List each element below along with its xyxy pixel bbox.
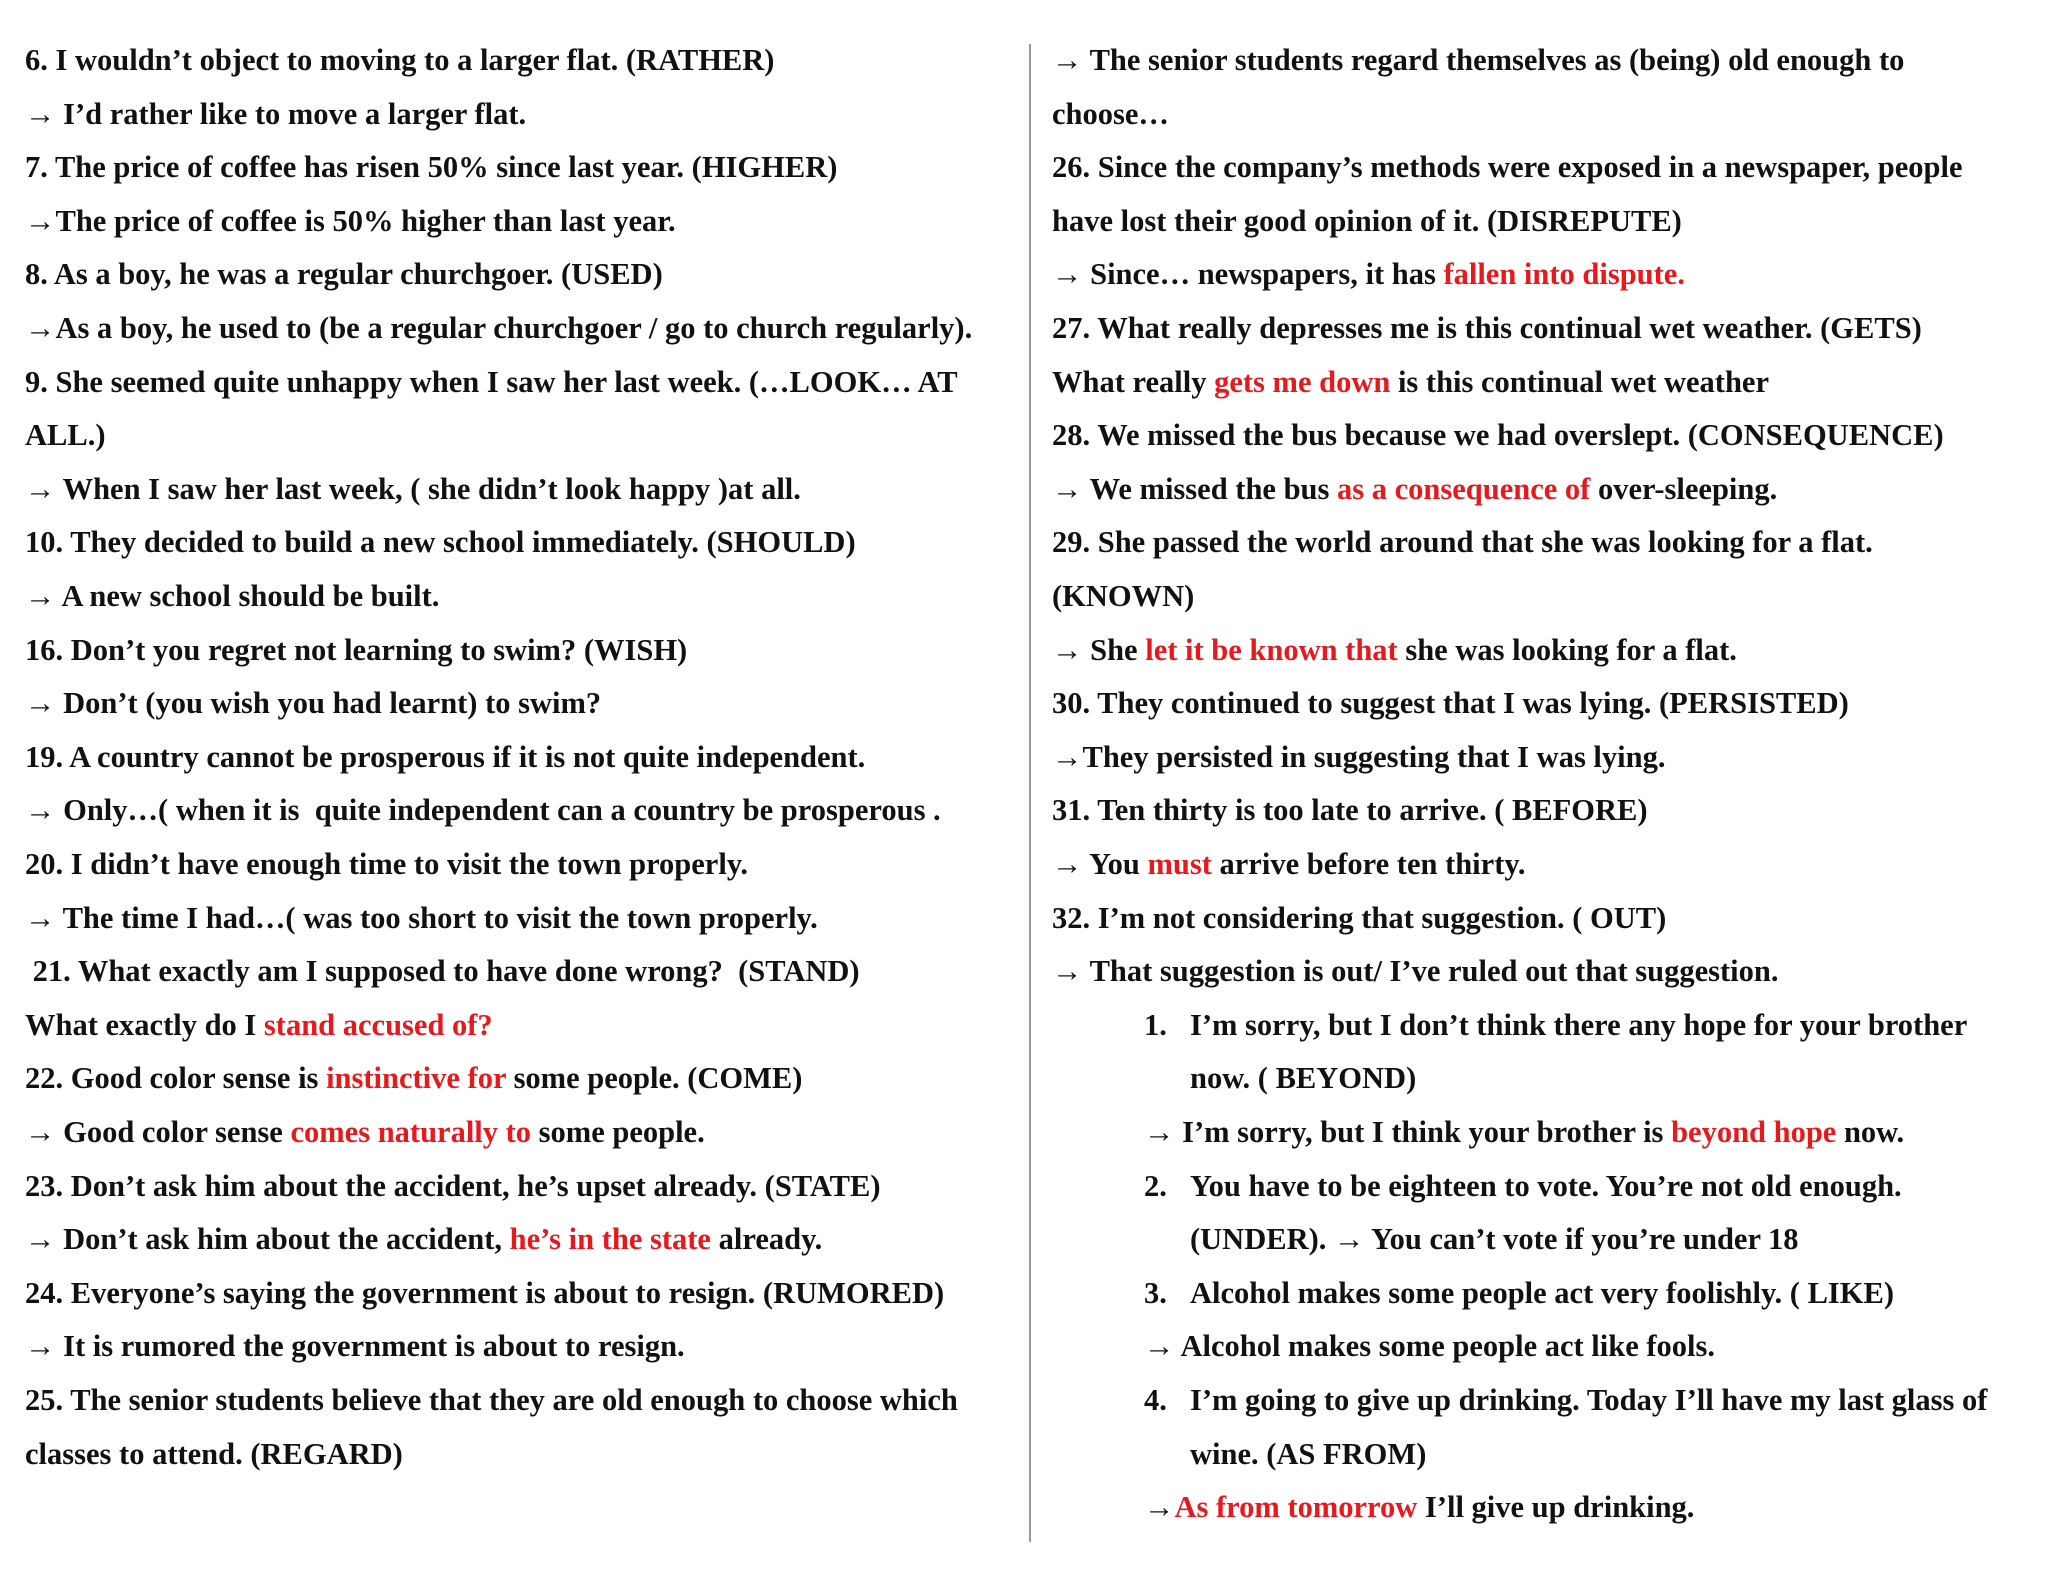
right-line bbox=[1052, 469, 1777, 509]
right-line bbox=[1144, 1112, 1904, 1152]
line-text: 19. A country cannot be prosperous if it is not quite independent. bbox=[25, 739, 866, 774]
answer-highlight: gets me down bbox=[1214, 364, 1391, 399]
right-line bbox=[1052, 630, 1737, 670]
left-line bbox=[25, 1434, 403, 1474]
line-text: → Alcohol makes some people act like fools. bbox=[1144, 1329, 1715, 1364]
line-text: ALL.) bbox=[25, 418, 106, 453]
line-text: → It is rumored the government is about to resign. bbox=[25, 1329, 685, 1364]
line-text: → That suggestion is out/ I’ve ruled out that suggestion. bbox=[1052, 954, 1779, 989]
left-line bbox=[25, 469, 801, 509]
line-text: → Don’t ask him about the accident, bbox=[25, 1222, 510, 1257]
line-text: → A new school should be built. bbox=[25, 579, 440, 613]
line-text: (UNDER). → You can’t vote if you’re under 18 bbox=[1190, 1222, 1799, 1257]
answer-highlight: comes naturally to bbox=[290, 1115, 532, 1149]
line-text: already. bbox=[710, 1222, 823, 1257]
list-number: 1. bbox=[1144, 1007, 1167, 1042]
left-line bbox=[25, 94, 526, 134]
line-text: I’ll give up drinking. bbox=[1417, 1490, 1695, 1525]
right-line bbox=[1052, 683, 1849, 723]
line-text: is this continual wet weather bbox=[1390, 364, 1770, 399]
answer-highlight: As from tomorrow bbox=[1174, 1490, 1418, 1525]
line-text: → Don’t (you wish you had learnt) to swim? bbox=[25, 686, 602, 721]
line-text: have lost their good opinion of it. (DISREPUTE) bbox=[1052, 203, 1682, 238]
column-divider bbox=[1029, 44, 1031, 1542]
line-text: → We missed the bus bbox=[1052, 471, 1337, 506]
line-text: → You bbox=[1052, 847, 1148, 881]
line-text: → The time I had…( was too short to visit the town properly. bbox=[25, 900, 818, 935]
left-line bbox=[25, 147, 837, 187]
line-text: → I’d rather like to move a larger flat. bbox=[25, 96, 527, 131]
answer-highlight: beyond hope bbox=[1671, 1115, 1837, 1149]
line-text: 6. I wouldn’t object to moving to a larger flat. (RATHER) bbox=[25, 43, 775, 77]
line-text: → bbox=[1144, 1490, 1175, 1525]
line-text: → I’m sorry, but I think your brother is bbox=[1144, 1115, 1672, 1149]
right-line bbox=[1144, 1166, 1902, 1206]
right-line bbox=[1052, 254, 1685, 294]
right-line bbox=[1144, 1005, 1967, 1045]
line-text: 25. The senior students believe that they are old enough to choose which bbox=[25, 1383, 958, 1417]
line-text: 24. Everyone’s saying the government is about to resign. (RUMORED) bbox=[25, 1275, 945, 1310]
line-text: →They persisted in suggesting that I was lying. bbox=[1052, 739, 1666, 774]
right-line bbox=[1052, 576, 1194, 616]
right-line bbox=[1052, 147, 1963, 187]
line-text: 16. Don’t you regret not learning to swim? (WISH) bbox=[25, 632, 688, 667]
line-text: → The senior students regard themselves as (being) old enough to bbox=[1052, 43, 1905, 77]
line-text: 21. What exactly am I supposed to have done wrong? (STAND) bbox=[25, 954, 860, 989]
line-text: 10. They decided to build a new school immediately. (SHOULD) bbox=[25, 525, 856, 560]
line-text: What really bbox=[1052, 364, 1215, 399]
answer-highlight: let it be known that bbox=[1145, 632, 1398, 667]
right-line bbox=[1052, 844, 1526, 884]
line-text: wine. (AS FROM) bbox=[1190, 1436, 1427, 1471]
answer-highlight: must bbox=[1147, 847, 1212, 881]
line-text: I’m going to give up drinking. Today I’ll have my last glass of bbox=[1190, 1383, 1988, 1417]
left-line bbox=[25, 1112, 705, 1152]
list-number: 4. bbox=[1144, 1383, 1167, 1417]
answer-highlight: as a consequence of bbox=[1337, 471, 1591, 506]
line-text: 20. I didn’t have enough time to visit the town properly. bbox=[25, 847, 749, 881]
line-text: →The price of coffee is 50% higher than last year. bbox=[25, 203, 676, 238]
left-line bbox=[25, 522, 856, 562]
line-text: → Good color sense bbox=[25, 1115, 291, 1149]
right-line bbox=[1052, 951, 1778, 991]
left-line bbox=[25, 790, 941, 830]
line-text: (KNOWN) bbox=[1052, 579, 1195, 613]
left-line bbox=[25, 201, 676, 241]
line-text: classes to attend. (REGARD) bbox=[25, 1436, 403, 1471]
line-text: → Since… newspapers, it has bbox=[1052, 257, 1444, 292]
list-number: 2. bbox=[1144, 1168, 1167, 1203]
answer-highlight: instinctive for bbox=[326, 1061, 506, 1096]
right-line bbox=[1052, 522, 1873, 562]
right-line bbox=[1052, 94, 1169, 134]
line-text: 9. She seemed quite unhappy when I saw her last week. (…LOOK… AT bbox=[25, 364, 958, 399]
line-text: → When I saw her last week, ( she didn’t look happy )at all. bbox=[25, 471, 801, 506]
right-line bbox=[1190, 1434, 1426, 1474]
line-text: 8. As a boy, he was a regular churchgoer. (USED) bbox=[25, 257, 663, 292]
left-line bbox=[25, 1380, 958, 1420]
left-line bbox=[25, 415, 106, 455]
left-line bbox=[25, 362, 958, 402]
left-line bbox=[25, 40, 774, 80]
line-text: 28. We missed the bus because we had overslept. (CONSEQUENCE) bbox=[1052, 418, 1944, 453]
line-text: 27. What really depresses me is this continual wet weather. (GETS) bbox=[1052, 311, 1922, 345]
left-line bbox=[25, 1326, 685, 1366]
line-text: 23. Don’t ask him about the accident, he’s upset already. (STATE) bbox=[25, 1168, 881, 1203]
right-line bbox=[1052, 308, 1922, 348]
line-text: → Only…( when it is quite independent can a country be prosperous . bbox=[25, 793, 941, 828]
line-text: arrive before ten thirty. bbox=[1211, 847, 1526, 881]
right-line bbox=[1052, 790, 1648, 830]
line-text: now. ( BEYOND) bbox=[1190, 1061, 1417, 1096]
line-text: Alcohol makes some people act very foolishly. ( LIKE) bbox=[1190, 1275, 1895, 1310]
answer-highlight: he’s in the state bbox=[509, 1222, 711, 1257]
line-text: 7. The price of coffee has risen 50% since last year. (HIGHER) bbox=[25, 150, 838, 185]
right-line bbox=[1144, 1326, 1715, 1366]
line-text: → She bbox=[1052, 632, 1146, 667]
right-line bbox=[1190, 1058, 1416, 1098]
line-text: some people. bbox=[531, 1115, 705, 1149]
line-text: What exactly do I bbox=[25, 1007, 264, 1042]
right-line bbox=[1052, 40, 1904, 80]
left-line bbox=[25, 1005, 493, 1045]
left-line bbox=[25, 254, 663, 294]
left-line bbox=[25, 1273, 944, 1313]
answer-highlight: stand accused of? bbox=[263, 1007, 493, 1042]
left-line bbox=[25, 1166, 880, 1206]
right-line bbox=[1144, 1487, 1694, 1527]
line-text: 26. Since the company’s methods were exposed in a newspaper, people bbox=[1052, 150, 1963, 185]
line-text: now. bbox=[1836, 1115, 1905, 1149]
right-line bbox=[1190, 1219, 1799, 1259]
left-line bbox=[25, 630, 687, 670]
left-line bbox=[25, 951, 860, 991]
left-line bbox=[25, 308, 972, 348]
line-text: I’m sorry, but I don’t think there any hope for your brother bbox=[1190, 1007, 1968, 1042]
right-line bbox=[1052, 898, 1666, 938]
right-line bbox=[1052, 201, 1682, 241]
line-text: some people. (COME) bbox=[505, 1061, 803, 1096]
left-line bbox=[25, 898, 818, 938]
line-text: 31. Ten thirty is too late to arrive. ( BEFORE) bbox=[1052, 793, 1648, 828]
left-line bbox=[25, 576, 439, 616]
left-line bbox=[25, 844, 748, 884]
right-line bbox=[1144, 1380, 1987, 1420]
line-text: choose… bbox=[1052, 96, 1169, 131]
left-line bbox=[25, 1058, 802, 1098]
right-line bbox=[1052, 737, 1665, 777]
line-text: →As a boy, he used to (be a regular churchgoer / go to church regularly). bbox=[25, 311, 973, 345]
left-line bbox=[25, 737, 865, 777]
right-line bbox=[1052, 415, 1944, 455]
line-text: 22. Good color sense is bbox=[25, 1061, 327, 1096]
line-text: You have to be eighteen to vote. You’re not old enough. bbox=[1190, 1168, 1902, 1203]
right-line bbox=[1144, 1273, 1894, 1313]
line-text: 32. I’m not considering that suggestion. ( OUT) bbox=[1052, 900, 1667, 935]
answer-highlight: fallen into dispute. bbox=[1443, 257, 1685, 292]
right-line bbox=[1052, 362, 1769, 402]
line-text: over-sleeping. bbox=[1590, 471, 1778, 506]
line-text: 29. She passed the world around that she was looking for a flat. bbox=[1052, 525, 1873, 560]
line-text: she was looking for a flat. bbox=[1397, 632, 1737, 667]
left-line bbox=[25, 683, 601, 723]
line-text: 30. They continued to suggest that I was lying. (PERSISTED) bbox=[1052, 686, 1849, 721]
list-number: 3. bbox=[1144, 1275, 1167, 1310]
left-line bbox=[25, 1219, 822, 1259]
